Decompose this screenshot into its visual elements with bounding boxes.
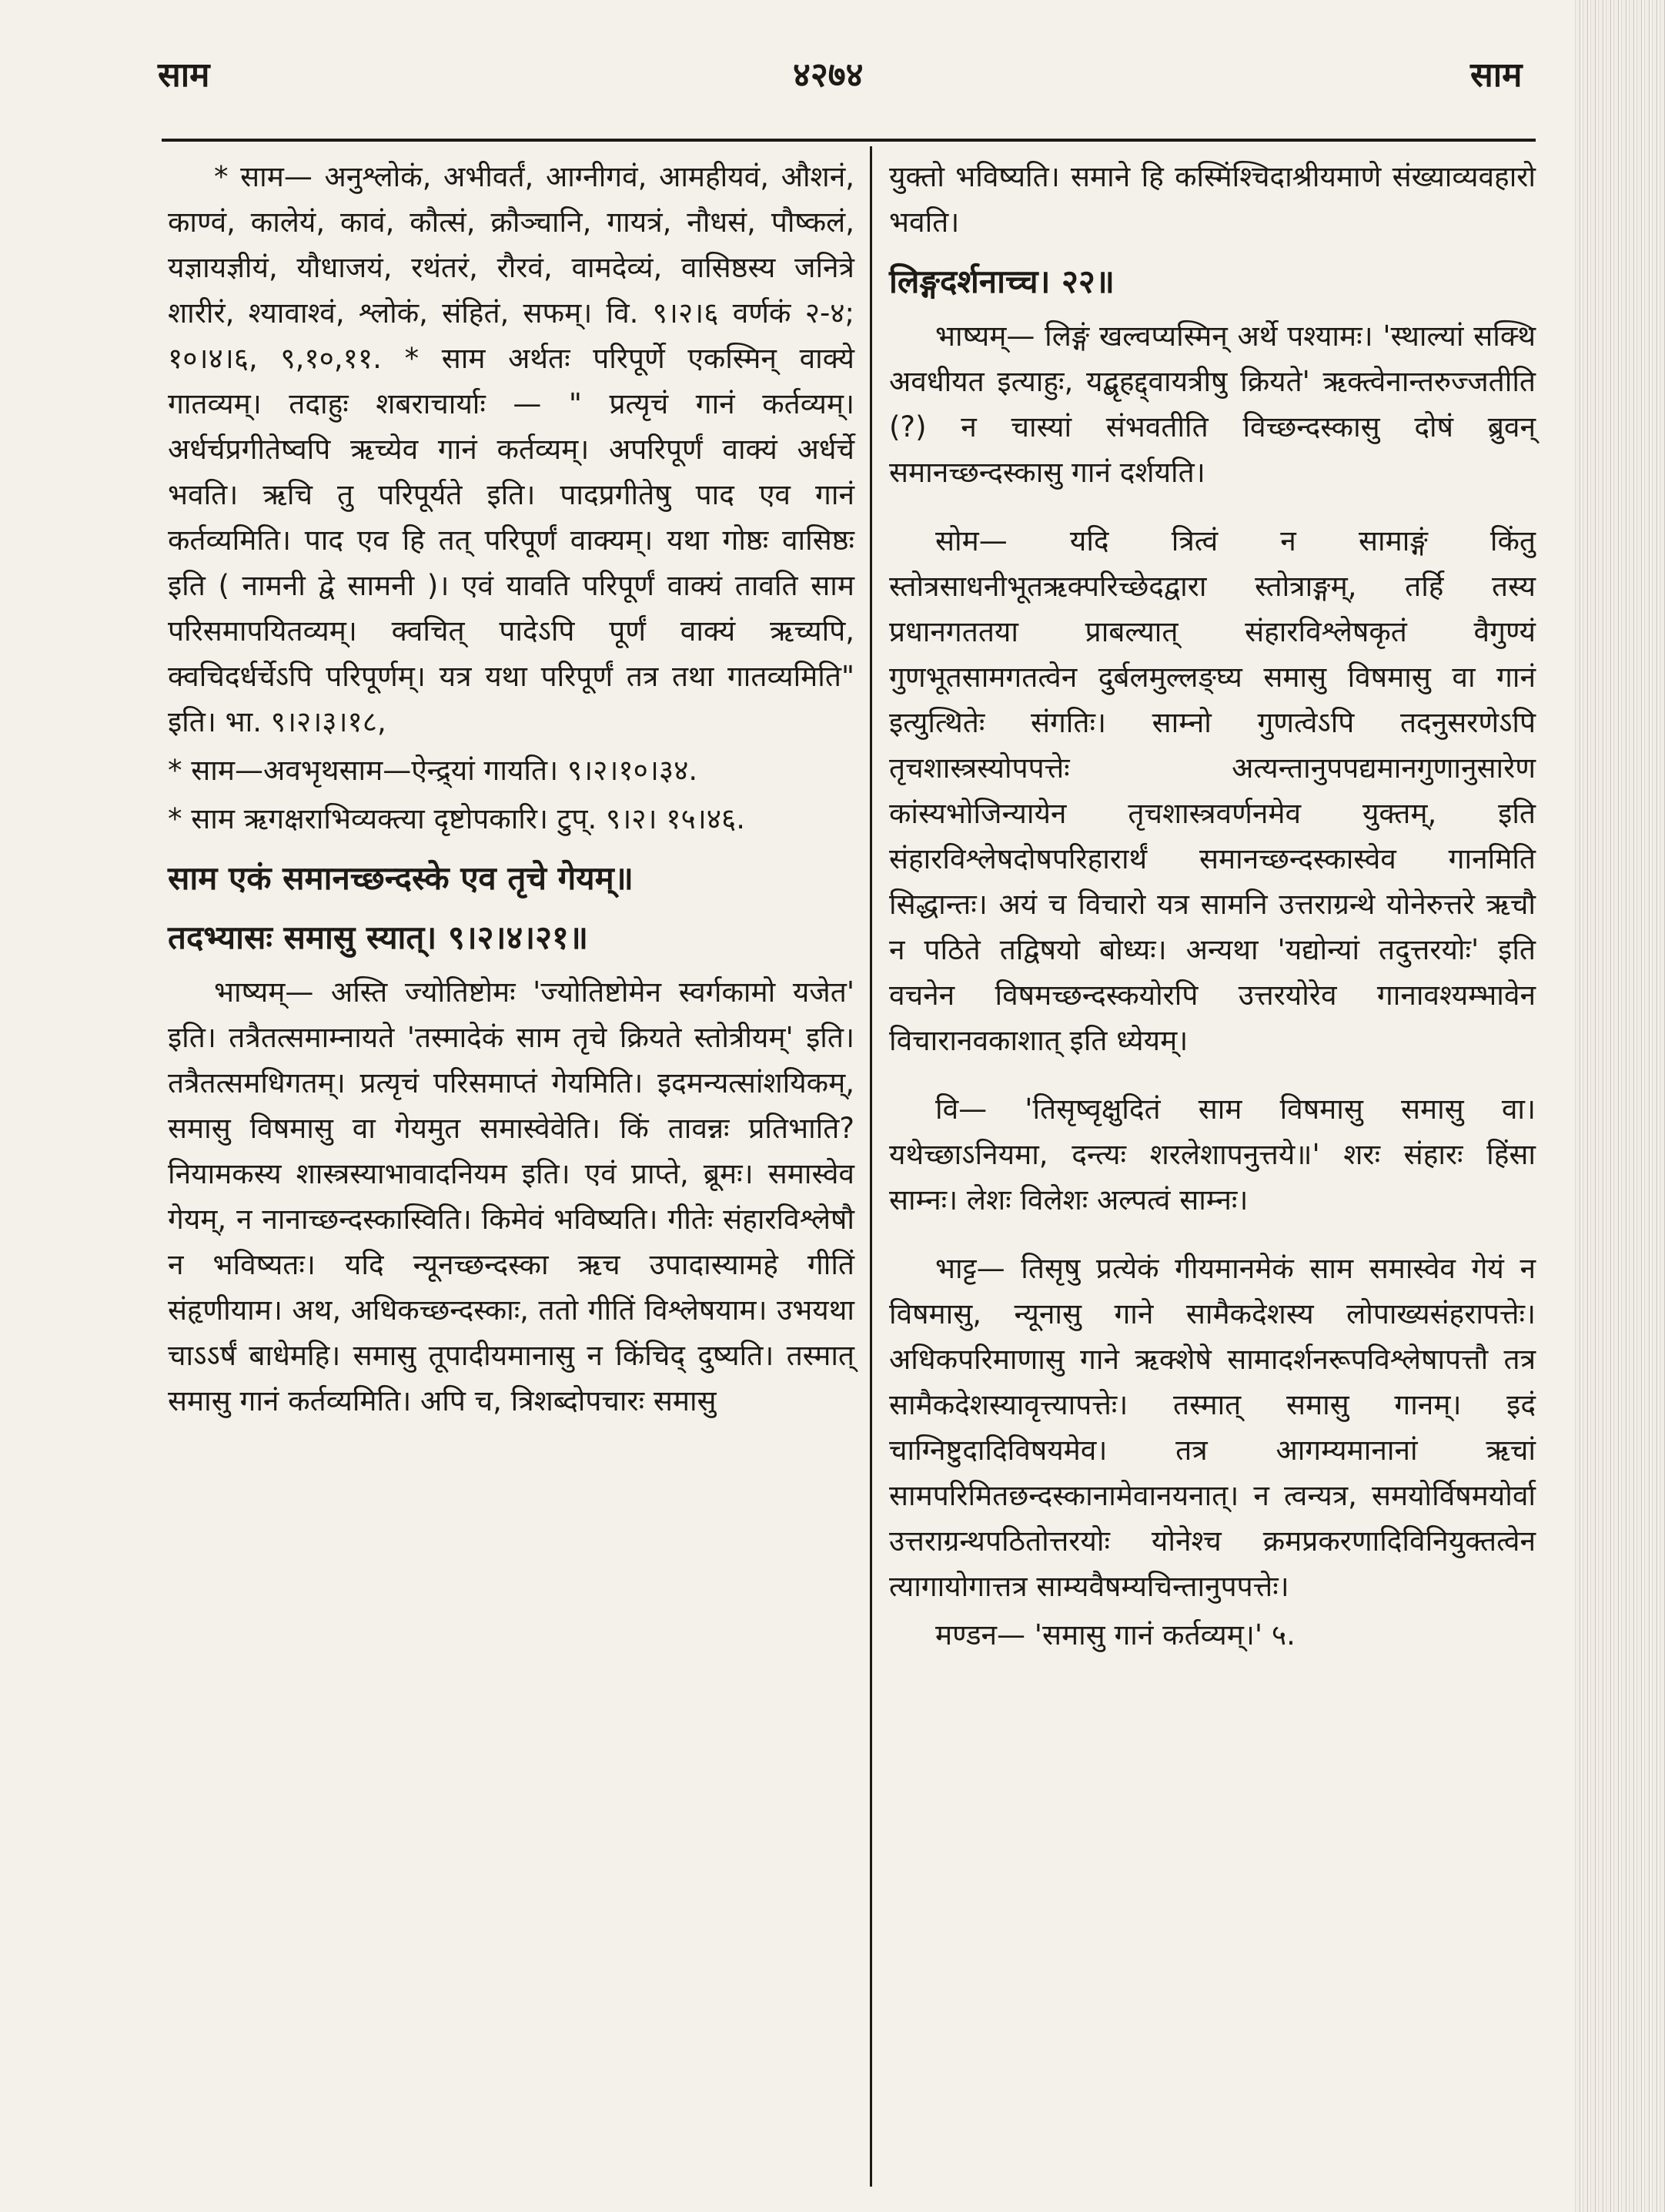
right-column <box>889 154 1536 1661</box>
page-header <box>0 42 1665 112</box>
entry-avabhritha: * साम—अवभृथसाम—ऐन्द्र्यां गायति। ९।२।१०।३४. <box>168 754 698 787</box>
left-column <box>168 154 854 1427</box>
sutra-heading-22: लिङ्गदर्शनाच्च। २२॥ <box>889 263 1115 300</box>
sutra-heading-1: साम एकं समानच्छन्दस्के एव तृचे गेयम्॥ <box>168 859 634 897</box>
vi-commentary: वि— 'तिसृष्वृक्षुदितं साम विषमासु समासु वा। यथेच्छाऽनियमा, दन्त्यः शरलेशापनुत्तये॥' शरः संहारः हिंसा साम्नः। लेशः विलेशः अल्पत्वं साम्नः। <box>889 1093 1536 1216</box>
soma-commentary: सोम— यदि त्रित्वं न सामाङ्गं किंतु स्तोत्रसाधनीभूतऋक्परिच्छेदद्वारा स्तोत्राङ्गम्, तर्हि तस्य प्रधानगततया प्राबल्यात् संहारविश्लेषकृतं वैगुण्यं गुणभूतसामगतत्वेन दुर्बलमुल्लङ्घ्य समासु विषमासु वा गानं इत्युत्थितेः संगतिः। साम्नो गुणत्वेऽपि तदनुसरणेऽपि तृचशास्त्रस्योपपत्तेः अत्यन्तानुपपद्यमानगुणानुसारेण कांस्यभोजिन्यायेन तृचशास्त्रवर्णनमेव युक्तम्, इति संहारविश्लेषदोषपरिहारार्थं समानच्छन्दस्कास्वेव गानमिति सिद्धान्तः। अयं च विचारो यत्र सामनि उत्तराग्रन्थे योनेरुत्तरे ऋचौ न पठिते तद्विषयो बोध्यः। अन्यथा 'यद्योन्यां तदुत्तरयोः' इति वचनेन विषमच्छन्दस्कयोरपि उत्तरयोरेव गानावश्यम्भावेन विचारानवकाशात् इति ध्येयम्। <box>889 524 1536 1057</box>
entry-rigakshara: * साम ऋगक्षराभिव्यक्त्या दृष्टोपकारि। टुप्. ९।२। १५।४६. <box>168 802 746 835</box>
entry-sama-paragraph: * साम— अनुश्लोकं, अभीवर्तं, आग्नीगवं, आमहीयवं, औशनं, काण्वं, कालेयं, कावं, कौत्सं, क्रौञ्चानि, गायत्रं, नौधसं, पौष्कलं, यज्ञायज्ञीयं, यौधाजयं, रथंतरं, रौरवं, वामदेव्यं, वासिष्ठस्य जनित्रे शारीरं, श्यावाश्वं, श्लोकं, संहितं, सफम्। वि. ९।२।६ वर्णकं २-४; १०।४।६, ९,१०,११. * साम अर्थतः परिपूर्णे एकस्मिन् वाक्ये गातव्यम्। तदाहुः शबराचार्याः — " प्रत्यृचं गानं कर्तव्यम्। अर्धर्चप्रगीतेष्वपि ऋच्येव गानं कर्तव्यम्। अपरिपूर्णं वाक्यं अर्धर्चे भवति। ऋचि तु परिपूर्यते इति। पादप्रगीतेषु पाद एव गानं कर्तव्यमिति। पाद एव हि तत् परिपूर्णं वाक्यम्। यथा गोष्ठः वासिष्ठः इति ( नामनी द्वे सामनी )। एवं यावति परिपूर्णं वाक्यं तावति साम परिसमापयितव्यम्। क्वचित् पादेऽपि पूर्णं वाक्यं ऋच्यपि, क्वचिदर्धर्चेऽपि परिपूर्णम्। यत्र यथा परिपूर्णं तत्र तथा गातव्यमिति" इति। भा. ९।२।३।१८, <box>168 160 854 738</box>
running-head-right: साम <box>1470 55 1523 95</box>
mandana-commentary: मण्डन— 'समासु गानं कर्तव्यम्।' ५. <box>935 1618 1296 1651</box>
bhashya-22-paragraph: भाष्यम्— लिङ्गं खल्वप्यस्मिन् अर्थे पश्यामः। 'स्थाल्यां सक्थि अवधीयत इत्याहुः, यद्बृहद्द्वायत्रीषु क्रियते' ऋक्त्वेनान्तरुज्जतीति (?) न चास्यां संभवतीति विच्छन्दस्कासु दोषं ब्रुवन् समानच्छन्दस्कासु गानं दर्शयति। <box>889 320 1536 489</box>
page-edge-shadow <box>1573 0 1665 2212</box>
page-number: ४२७४ <box>793 55 864 95</box>
column-divider <box>870 146 872 2187</box>
continuation-paragraph: युक्तो भविष्यति। समाने हि कस्मिंश्चिदाश्रीयमाणे संख्याव्यवहारो भवति। <box>889 160 1536 239</box>
running-head-left: साम <box>158 55 210 95</box>
bhatta-commentary: भाट्ट— तिसृषु प्रत्येकं गीयमानमेकं साम समास्वेव गेयं न विषमासु, न्यूनासु गाने सामैकदेशस्य लोपाख्यसंहरापत्तेः। अधिकपरिमाणासु गाने ऋक्शेषे सामादर्शनरूपविश्लेषापत्तौ तत्र सामैकदेशस्यावृत्त्यापत्तेः। तस्मात् समासु गानम्। इदं चाग्निष्टुदादिविषयमेव। तत्र आगम्यमानानां ऋचां सामपरिमितछन्दस्कानामेवानयनात्। न त्वन्यत्र, समयोर्विषमयोर्वा उत्तराग्रन्थपठितोत्तरयोः योनेश्च क्रमप्रकरणादिविनियुक्तत्वेन त्यागायोगात्तत्र साम्यवैषम्यचिन्तानुपपत्तेः। <box>889 1252 1536 1603</box>
bhashya-paragraph: भाष्यम्— अस्ति ज्योतिष्टोमः 'ज्योतिष्टोमेन स्वर्गकामो यजेत' इति। तत्रैतत्समाम्नायते 'तस्मादेकं साम तृचे क्रियते स्तोत्रीयम्' इति। तत्रैतत्समधिगतम्। प्रत्यृचं परिसमाप्तं गेयमिति। इदमन्यत्सांशयिकम्, समासु विषमासु वा गेयमुत समास्वेवेति। किं तावन्नः प्रतिभाति? नियामकस्य शास्त्रस्याभावादनियम इति। एवं प्राप्ते, ब्रूमः। समास्वेव गेयम्, न नानाच्छन्दस्कास्विति। किमेवं भविष्यति। गीतेः संहारविश्लेषौ न भविष्यतः। यदि न्यूनच्छन्दस्का ऋच उपादास्यामहे गीतिं संहृणीयाम। अथ, अधिकच्छन्दस्काः, ततो गीतिं विश्लेषयाम। उभयथा चाऽऽर्षं बाधेमहि। समासु तूपादीयमानासु न किंचिद् दुष्यति। तस्मात् समासु गानं कर्तव्यमिति। अपि च, त्रिशब्दोपचारः समासु <box>168 975 854 1417</box>
header-rule <box>162 139 1536 142</box>
sutra-heading-2: तदभ्यासः समासु स्यात्। ९।२।४।२१॥ <box>168 919 589 956</box>
